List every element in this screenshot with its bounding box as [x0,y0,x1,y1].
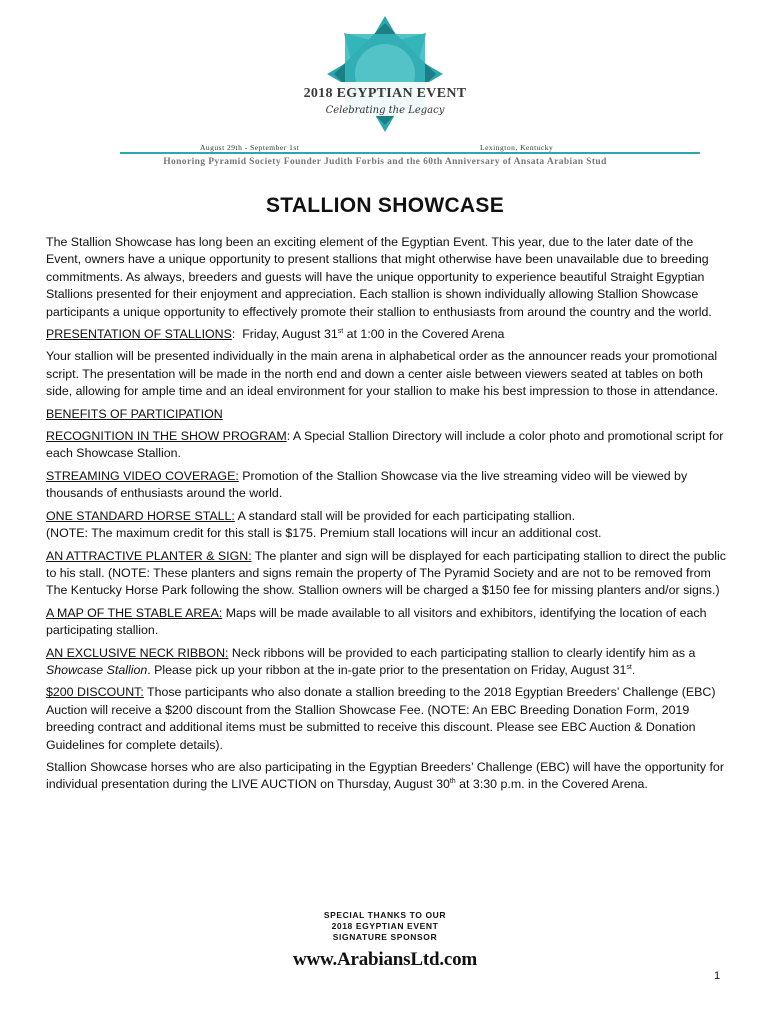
page-title: STALLION SHOWCASE [265,194,505,217]
intro-paragraph: The Stallion Showcase has long been an exciting element of the Egyptian Event. This year, due to the later date of the Event, owners have a unique opportunity to present stallions that might otherwise have been unavailable due to breeding commitments. As always, breeders and guests will have the unique opportunity to experience beautiful Straight Egyptian Stallions presented for their enjoyment and appreciation. Each stallion is shown individually allowing Stallion Showcase participants a unique opportunity to effectively promote their stallion to enthusiasts from around the country and the world. [46,235,712,319]
benefit-program: RECOGNITION IN THE SHOW PROGRAM: A Special Stallion Directory will include a color photo and promotional script for each Showcase Stallion. [46,429,724,461]
closing-paragraph: Stallion Showcase horses who are also participating in the Egyptian Breeders’ Challenge (EBC) will have the opportunity for individual presentation during the LIVE AUCTION on Thursday, August 30th at 3:30 p.m. in the Covered Arena. [46,759,724,792]
honoring-line: Honoring Pyramid Society Founder Judith Forbis and the 60th Anniversary of Ansata Arabian Stud [163,157,607,167]
event-dates: August 29th - September 1st [200,143,300,152]
benefit-streaming: STREAMING VIDEO COVERAGE: Promotion of the Stallion Showcase via the live streaming video will be viewed by thousands of enthusiasts around the world. [46,468,688,501]
presentation-heading: PRESENTATION OF STALLIONS [46,327,232,342]
benefits-heading-line [46,406,728,423]
presentation-when: Friday, August 31st at 1:00 in the Covered Arena [242,327,505,342]
presentation-body: Your stallion will be presented individually in the main arena in alphabetical order as the announcer reads your promotional script. The presentation will be made in the north end and down a center aisle between viewers seated at tables on both side, allowing for ample time and an ideal environment for your stallion to make his best impression to those in attendance. [46,349,719,399]
benefits-heading: BENEFITS OF PARTICIPATION [46,406,223,421]
logo-subtitle: Celebrating the Legacy [325,105,445,116]
document-body [46,234,728,799]
page-number: 1 [714,970,721,982]
presentation-heading-line: PRESENTATION OF STALLIONS: Friday, August 31st at 1:00 in the Covered Arena [46,327,505,342]
event-location: Lexington, Kentucky [480,143,554,152]
sponsor-logo: www.ArabiansLtd.com [292,949,478,970]
stall-note: (NOTE: The maximum credit for this stall is $175. Premium stall locations will incur an additional cost. [46,526,602,541]
benefit-ribbon: AN EXCLUSIVE NECK RIBBON: Neck ribbons will be provided to each participating stallion to clearly identify him as a Showcase Stallion. Please pick up your ribbon at the in-gate prior to the presentation on Friday, August 31st. [46,645,696,677]
event-logo [300,14,470,140]
logo-title: 2018 EGYPTIAN EVENT [303,86,467,101]
benefit-discount: $200 DISCOUNT: Those participants who also donate a stallion breeding to the 2018 Egyptian Breeders’ Challenge (EBC) Auction will receive a $200 discount from the Stallion Showcase Fee. (NOTE: An EBC Breeding Donation Form, 2019 breeding contract and additional items must be submitted to receive this discount. Please see EBC Auction & Donation Guidelines for complete details). [46,685,716,752]
star-emblem-icon [300,14,470,140]
header-divider [120,152,700,154]
sponsor-thanks: SPECIAL THANKS TO OUR 2018 EGYPTIAN EVENT SIGNATURE SPONSOR [323,910,447,942]
benefit-stall: ONE STANDARD HORSE STALL: A standard stall will be provided for each participating stallion. (NOTE: The maximum credit for this stall is $175. Premium stall locations will incur an additional cost. [46,508,602,541]
benefit-map: A MAP OF THE STABLE AREA: Maps will be made available to all visitors and exhibitors, identifying the location of each participating stallion. [46,605,707,638]
benefit-planter: AN ATTRACTIVE PLANTER & SIGN: The planter and sign will be displayed for each participating stallion to direct the public to his stall. (NOTE: These planters and signs remain the property of The Pyramid Society and are not to be removed from The Kentucky Horse Park following the show. Stallion owners will be charged a $150 fee for missing planters and/or signs.) [46,548,726,598]
